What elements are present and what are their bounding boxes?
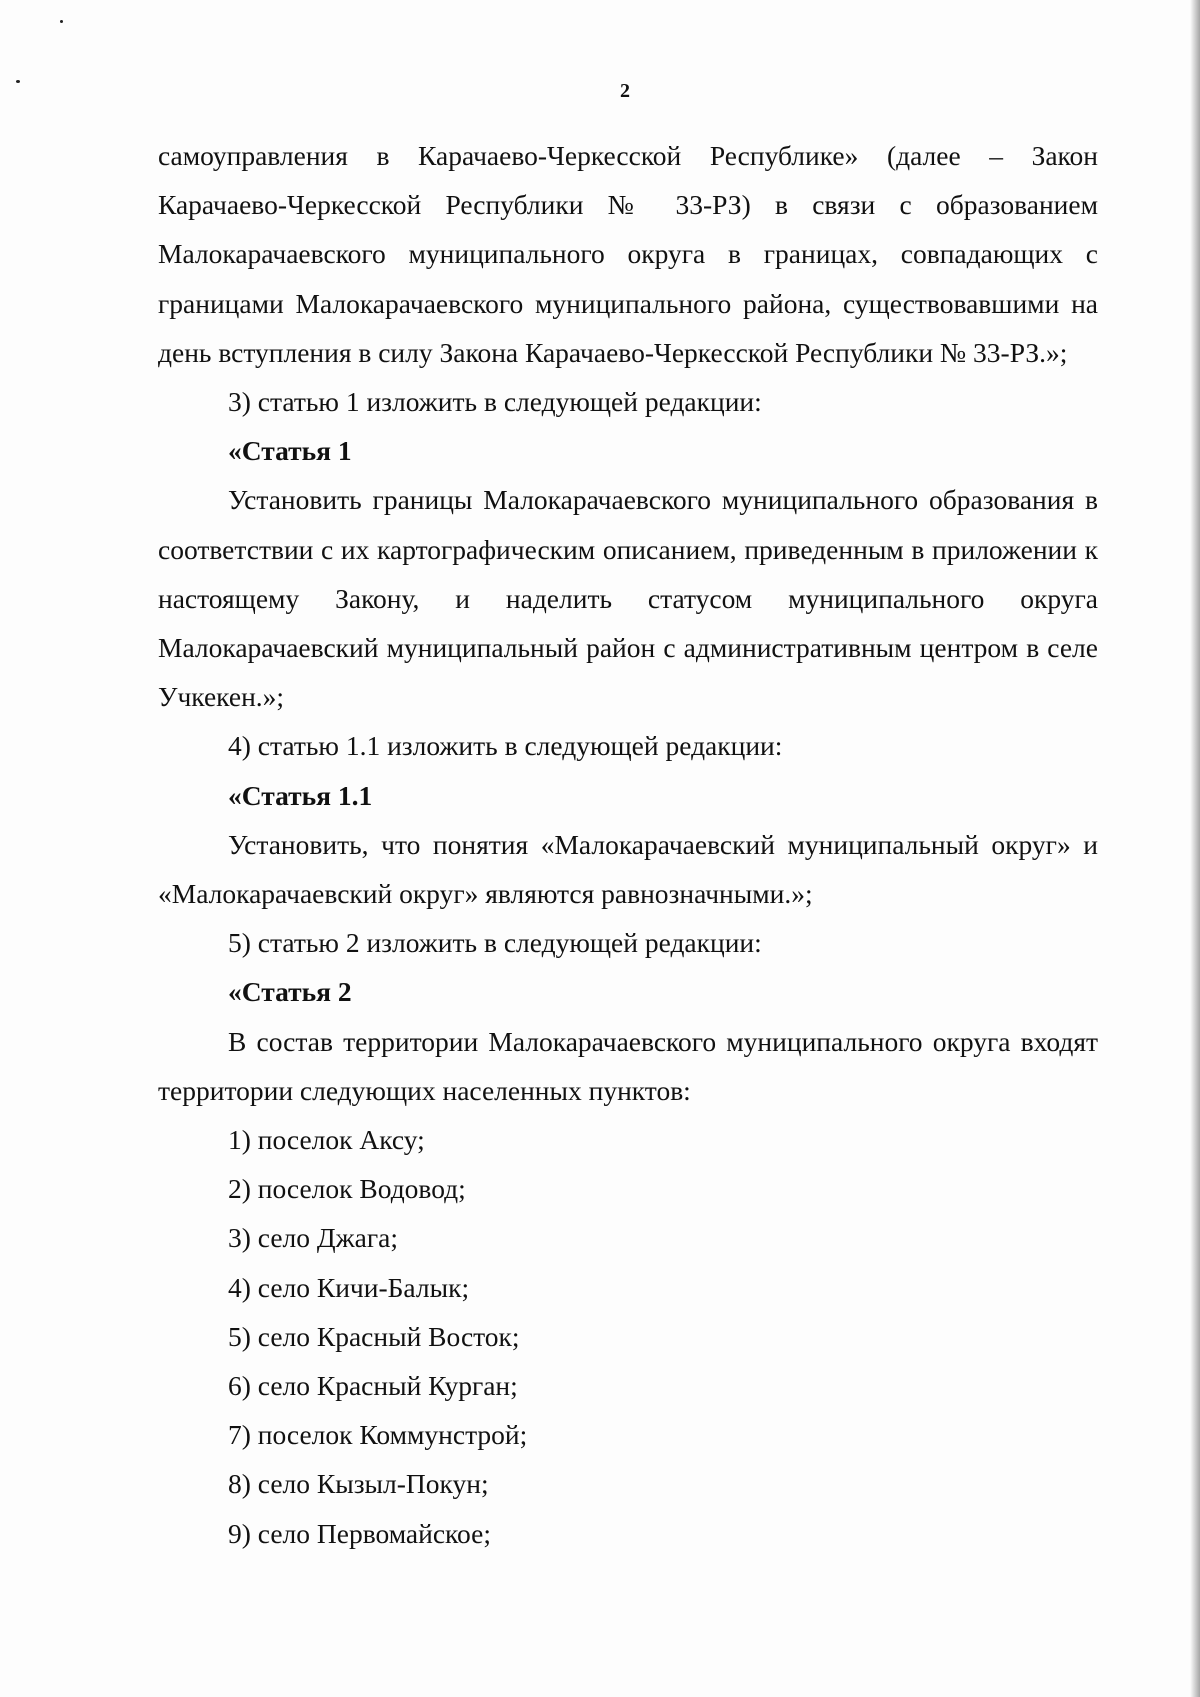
item4-instruction: 4) статью 1.1 изложить в следующей редакции: [228,730,783,762]
list-item: 9) село Первомайское; [228,1517,491,1549]
list-item: 2) поселок Водовод; [228,1173,466,1205]
list-item: 8) село Кызыл-Покун; [228,1468,489,1500]
list-item: 6) село Красный Курган; [228,1370,518,1402]
list-item: 5) село Красный Восток; [228,1320,520,1352]
settlement-list [158,1115,1098,1558]
article-1-1-heading: «Статья 1.1 [228,779,373,811]
intro-paragraph: самоуправления в Карачаево-Черкесской Республике» (далее – Закон Карачаево-Черкесской Республики № 33-РЗ) в связи с образованием Малокарачаевского муниципального округа в границах, совпадающих с границами Малокарачаевского муниципального района, существовавшими на день вступления в силу Закона Карачаево-Черкесской Республики № 33-РЗ.»; [158,140,1098,368]
list-item: 4) село Кичи-Балык; [228,1271,470,1303]
article-1-text: Установить границы Малокарачаевского муниципального образования в соответствии с их картографическим описанием, приведенным в приложении к настоящему Закону, и наделить статусом муниципального округа Малокарачаевский муниципальный район с административным центром в селе Учкекен.»; [158,484,1098,713]
scan-speck [60,20,63,23]
item3-instruction: 3) статью 1 изложить в следующей редакции: [228,386,762,418]
list-item: 3) село Джага; [228,1222,398,1254]
list-item: 7) поселок Коммунстрой; [228,1419,528,1451]
article-2-text: В состав территории Малокарачаевского муниципального округа входят территории следующих населенных пунктов: [158,1025,1098,1106]
item5-instruction: 5) статью 2 изложить в следующей редакции: [228,927,762,959]
article-1-1-text: Установить, что понятия «Малокарачаевский муниципальный округ» и «Малокарачаевский округ» являются равнозначными.»; [158,828,1098,910]
document-body [158,131,1098,1558]
scan-edge-shadow [1190,0,1200,1697]
article-2-heading: «Статья 2 [228,976,352,1008]
page-number: 2 [620,80,630,102]
list-item: 1) поселок Аксу; [228,1124,425,1156]
article-1-heading: «Статья 1 [228,435,352,467]
